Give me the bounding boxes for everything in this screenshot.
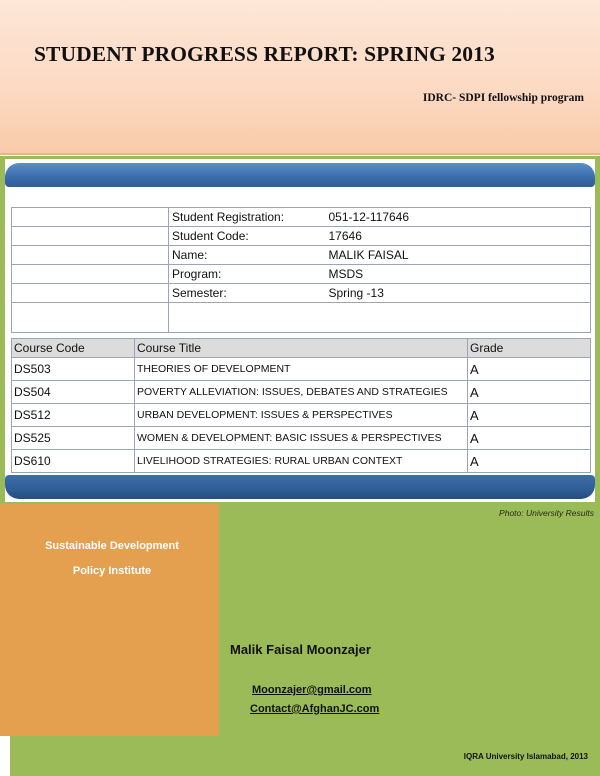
results-screenshot-frame (0, 156, 600, 504)
course-grades-table (11, 338, 591, 473)
author-name: Malik Faisal Moonzajer (230, 642, 371, 657)
course-grade: A (468, 381, 591, 404)
organization-name-line1: Sustainable Development (45, 540, 179, 552)
course-title: LIVELIHOOD STRATEGIES: RURAL URBAN CONTEXT (135, 450, 468, 473)
organization-panel (0, 504, 219, 736)
footer-note: IQRA University Islamabad, 2013 (463, 752, 588, 761)
course-grade: A (468, 404, 591, 427)
student-name-value: MALIK FAISAL (329, 246, 591, 265)
contact-email-link[interactable]: Contact@AfghanJC.com (250, 703, 380, 715)
bottom-blue-bar (5, 475, 595, 499)
course-code-header: Course Code (12, 339, 135, 358)
photo-credit: Photo: University Results (499, 508, 594, 518)
program-value: MSDS (329, 265, 591, 284)
table-row (12, 450, 591, 473)
semester-label: Semester: (169, 284, 329, 303)
course-title: URBAN DEVELOPMENT: ISSUES & PERSPECTIVES (135, 404, 468, 427)
course-grade: A (468, 358, 591, 381)
table-row (12, 381, 591, 404)
author-email-link[interactable]: Moonzajer@gmail.com (252, 684, 372, 696)
results-screenshot (5, 159, 595, 502)
table-row (12, 358, 591, 381)
student-registration-label: Student Registration: (169, 208, 329, 227)
student-registration-value: 051-12-117646 (329, 208, 591, 227)
grade-header: Grade (468, 339, 591, 358)
program-label: Program: (169, 265, 329, 284)
student-info-spacer-row (12, 303, 591, 333)
course-table-header (12, 339, 591, 358)
course-code: DS525 (12, 427, 135, 450)
report-header (0, 0, 600, 155)
table-row (12, 404, 591, 427)
course-code: DS504 (12, 381, 135, 404)
student-name-label: Name: (169, 246, 329, 265)
table-row (12, 427, 591, 450)
student-info-row (12, 208, 591, 227)
student-info-row (12, 227, 591, 246)
student-info-row (12, 284, 591, 303)
course-code: DS512 (12, 404, 135, 427)
student-info-row (12, 246, 591, 265)
course-title: WOMEN & DEVELOPMENT: BASIC ISSUES & PERSPECTIVES (135, 427, 468, 450)
course-code: DS503 (12, 358, 135, 381)
course-grade: A (468, 450, 591, 473)
course-title: THEORIES OF DEVELOPMENT (135, 358, 468, 381)
course-grade: A (468, 427, 591, 450)
course-code: DS610 (12, 450, 135, 473)
report-subtitle: IDRC- SDPI fellowship program (422, 92, 584, 104)
course-title-header: Course Title (135, 339, 468, 358)
top-blue-bar (5, 163, 595, 187)
semester-value: Spring -13 (329, 284, 591, 303)
student-code-label: Student Code: (169, 227, 329, 246)
report-title: STUDENT PROGRESS REPORT: SPRING 2013 (34, 42, 495, 66)
organization-name-line2: Policy Institute (72, 565, 152, 577)
student-info-row (12, 265, 591, 284)
student-info-table (11, 207, 591, 333)
student-code-value: 17646 (329, 227, 591, 246)
course-title: POVERTY ALLEVIATION: ISSUES, DEBATES AND STRATEGIES (135, 381, 468, 404)
decorative-strip (0, 736, 10, 776)
